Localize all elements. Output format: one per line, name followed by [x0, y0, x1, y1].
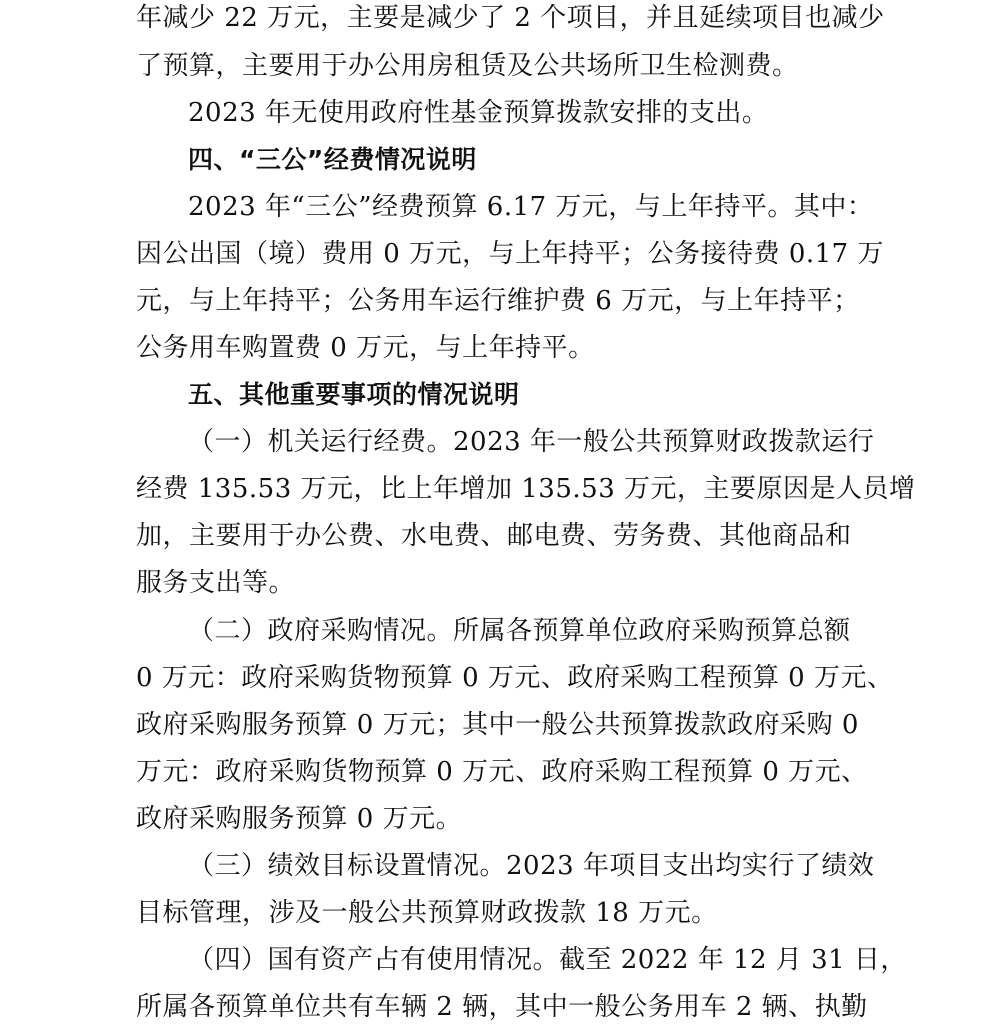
paragraph-line: （四）国有资产占有使用情况。截至 2022 年 12 月 31 日， — [188, 945, 907, 975]
paragraph-line: 了预算，主要用于办公用房租赁及公共场所卫生检测费。 — [136, 51, 799, 81]
paragraph-line: 政府采购服务预算 0 万元。 — [136, 804, 463, 834]
paragraph-line: 2023 年无使用政府性基金预算拨款安排的支出。 — [188, 98, 769, 128]
section-heading-4: 四、“三公”经费情况说明 — [188, 145, 477, 174]
paragraph-line: （三）绩效目标设置情况。2023 年项目支出均实行了绩效 — [188, 851, 875, 881]
paragraph-line: 目标管理，涉及一般公共预算财政拨款 18 万元。 — [136, 898, 718, 928]
paragraph-line: 所属各预算单位共有车辆 2 辆，其中一般公务用车 2 辆、执勤 — [136, 992, 868, 1022]
paragraph-line: 经费 135.53 万元，比上年增加 135.53 万元，主要原因是人员增 — [136, 474, 916, 504]
paragraph-line: 年减少 22 万元，主要是减少了 2 个项目，并且延续项目也减少 — [136, 3, 885, 33]
paragraph-line: 服务支出等。 — [136, 568, 296, 598]
paragraph-line: 元，与上年持平；公务用车运行维护费 6 万元，与上年持平； — [136, 286, 860, 316]
paragraph-line: 0 万元：政府采购货物预算 0 万元、政府采购工程预算 0 万元、 — [136, 663, 894, 693]
section-heading-5: 五、其他重要事项的情况说明 — [188, 380, 520, 409]
paragraph-line: 万元：政府采购货物预算 0 万元、政府采购工程预算 0 万元、 — [136, 757, 868, 787]
paragraph-line: 2023 年“三公”经费预算 6.17 万元，与上年持平。其中： — [188, 192, 874, 222]
paragraph-line: （一）机关运行经费。2023 年一般公共预算财政拨款运行 — [188, 427, 875, 457]
paragraph-line: 因公出国（境）费用 0 万元，与上年持平；公务接待费 0.17 万 — [136, 239, 884, 269]
paragraph-line: （二）政府采购情况。所属各预算单位政府采购预算总额 — [188, 616, 851, 646]
paragraph-line: 政府采购服务预算 0 万元；其中一般公共预算拨款政府采购 0 — [136, 710, 859, 740]
paragraph-line: 加，主要用于办公费、水电费、邮电费、劳务费、其他商品和 — [136, 521, 852, 551]
paragraph-line: 公务用车购置费 0 万元，与上年持平。 — [136, 333, 595, 363]
